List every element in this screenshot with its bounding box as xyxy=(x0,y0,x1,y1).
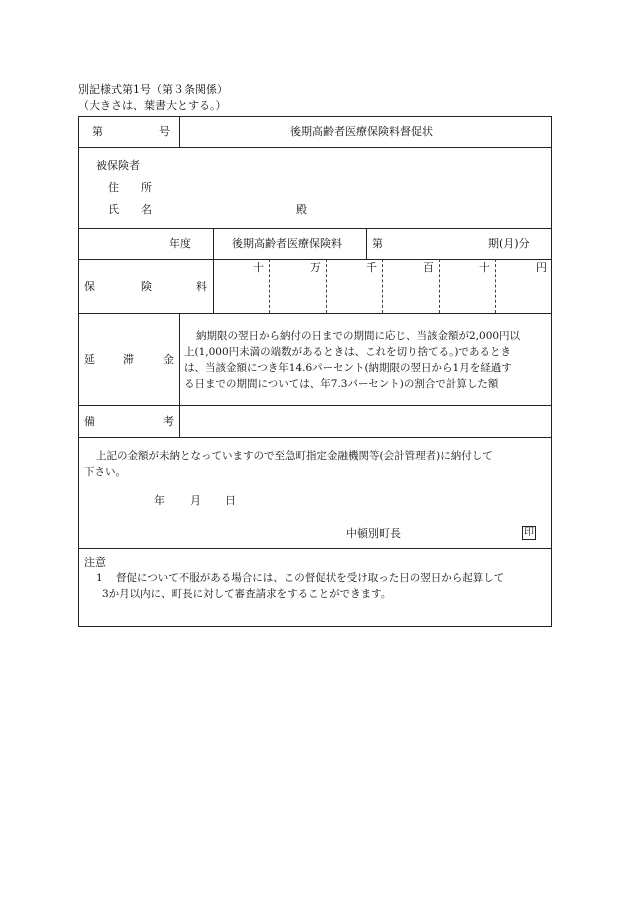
size-note: （大きさは、葉書大とする。） xyxy=(78,99,227,112)
digit-separator xyxy=(326,259,327,313)
date-day: 日 xyxy=(225,494,236,507)
address-label-second: 所 xyxy=(141,181,152,194)
caution-text-line: 3か月以内に、町長に対して審査請求をすることができます。 xyxy=(102,588,392,600)
number-label-second: 号 xyxy=(159,125,170,138)
late-fee-text-line: は、当該金額につき年14.6パーセント(納期限の翌日から1月を経過す xyxy=(184,362,512,374)
name-label-first: 氏 xyxy=(108,203,119,216)
caution-title: 注意 xyxy=(84,556,106,569)
premium-label-second: 険 xyxy=(141,280,152,293)
divider-remarks xyxy=(78,437,552,438)
divider-late-col xyxy=(179,313,180,437)
seal-mark: 印 xyxy=(524,527,534,538)
number-label-first: 第 xyxy=(92,125,103,138)
digit-label: 十 xyxy=(253,261,264,274)
period-prefix: 第 xyxy=(372,237,383,250)
date-year: 年 xyxy=(154,494,165,507)
divider-period-col xyxy=(366,228,367,259)
period-suffix: 期(月)分 xyxy=(488,237,530,250)
honorific: 殿 xyxy=(296,203,307,216)
late-fee-text-line: 上(1,000円未満の端数があるときは、これを切り捨てる。)であるとき xyxy=(184,346,512,358)
divider-title-col xyxy=(179,116,180,147)
digit-label: 十 xyxy=(479,261,490,274)
date-month: 月 xyxy=(190,494,201,507)
digit-label: 千 xyxy=(366,261,377,274)
address-label-first: 住 xyxy=(108,181,119,194)
insurance-name: 後期高齢者医療保険料 xyxy=(232,237,342,250)
late-fee-label-first: 延 xyxy=(84,353,95,366)
digit-separator xyxy=(269,259,270,313)
notice-text-line: 上記の金額が未納となっていますので至急町指定金融機関等(会計管理者)に納付して xyxy=(96,450,493,462)
fiscal-year-label: 年度 xyxy=(169,237,191,250)
divider-late-fee xyxy=(78,405,552,406)
remarks-label-first: 備 xyxy=(84,415,95,428)
digit-separator xyxy=(382,259,383,313)
notice-text-line: 下さい。 xyxy=(84,466,126,478)
caution-text-line: 督促について不服がある場合には、この督促状を受け取った日の翌日から起算して xyxy=(116,572,505,584)
divider-notice xyxy=(78,548,552,549)
divider-label-col xyxy=(213,228,214,313)
divider-premium xyxy=(78,313,552,314)
late-fee-label-second: 滞 xyxy=(123,353,134,366)
digit-label: 万 xyxy=(310,261,321,274)
digit-label: 百 xyxy=(423,261,434,274)
late-fee-label-third: 金 xyxy=(163,353,174,366)
premium-label-first: 保 xyxy=(84,280,95,293)
insured-label: 被保険者 xyxy=(96,159,140,172)
divider-period xyxy=(78,259,552,260)
name-label-second: 名 xyxy=(141,203,152,216)
document-title: 後期高齢者医療保険料督促状 xyxy=(290,125,433,138)
digit-label: 円 xyxy=(536,261,547,274)
late-fee-text-line: 納期限の翌日から納付の日までの期間に応じ、当該金額が2,000円以 xyxy=(196,330,521,342)
remarks-label-second: 考 xyxy=(163,415,174,428)
divider-insured xyxy=(78,228,552,229)
divider-title xyxy=(78,147,552,148)
caution-item-number: 1 xyxy=(96,572,103,584)
premium-label-third: 料 xyxy=(196,280,207,293)
form-number: 別記様式第1号（第３条関係） xyxy=(78,83,228,96)
late-fee-text-line: る日までの期間については、年7.3パーセント)の割合で計算した額 xyxy=(184,378,499,390)
issuer-name: 中頓別町長 xyxy=(346,527,401,540)
digit-separator xyxy=(439,259,440,313)
digit-separator xyxy=(495,259,496,313)
